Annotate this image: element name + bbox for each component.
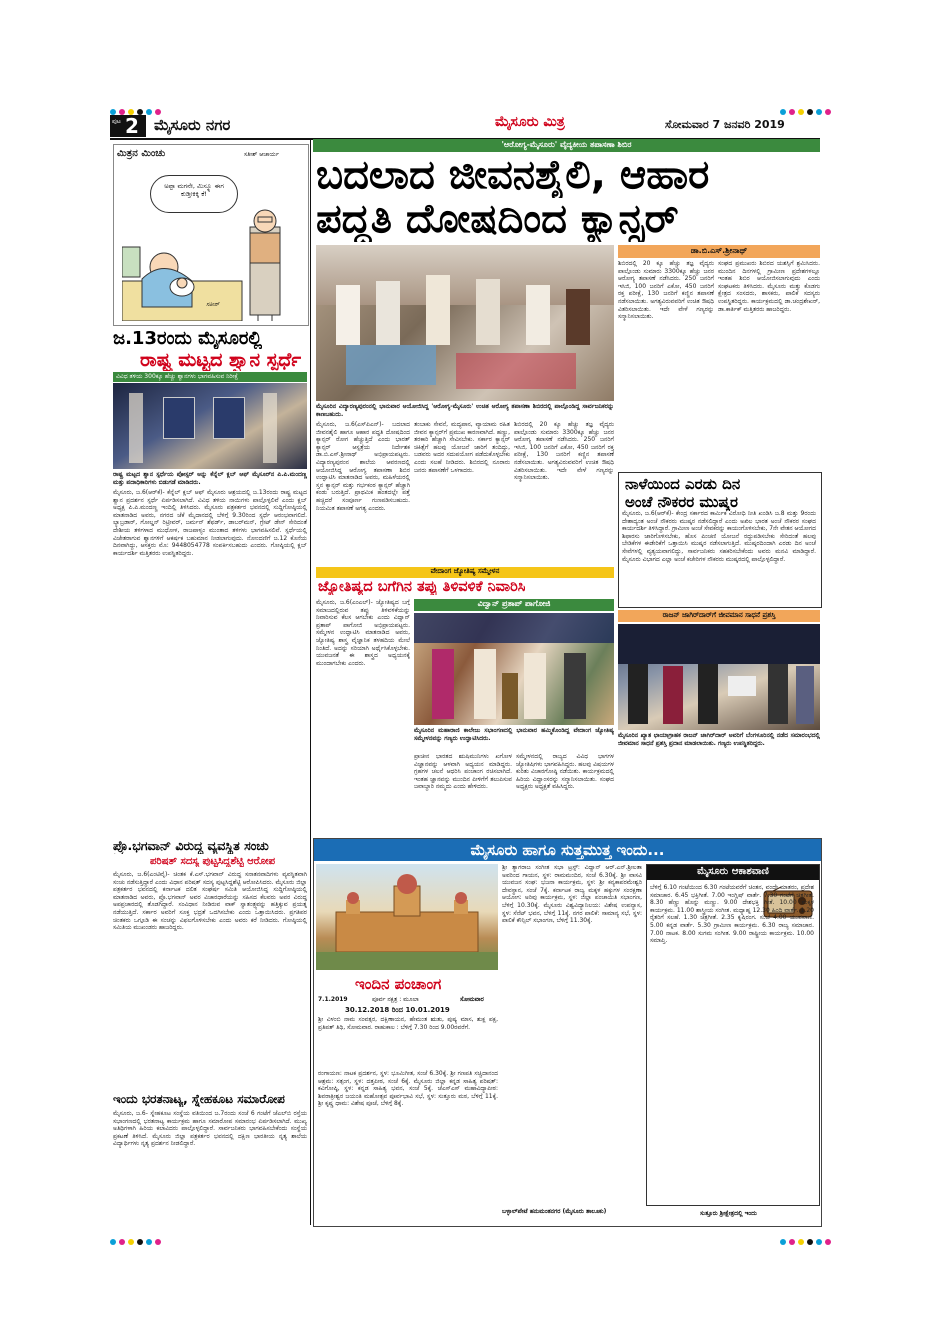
astro-headline: ಜ್ಯೋತಿಷ್ಯದ ಬಗೆಗಿನ ತಪ್ಪು ತಿಳಿವಳಿಕೆ ನಿವಾರಿಸಿ — [318, 579, 526, 595]
page-number: 2 — [125, 114, 139, 138]
palace-photo — [316, 864, 498, 970]
bottom-registration-marks — [110, 1230, 164, 1249]
health-camp-kicker-bar — [313, 139, 820, 152]
dog-show-photo — [113, 383, 307, 469]
health-camp-body-1: ಮೈಸೂರು, ಜ.6(ಎಸ್‌ಪಿಎನ್)- ಬದಲಾದ ಜೀವನಶೈಲಿ ಹಾಗೂ ಆಹಾರ ಪದ್ಧತಿ ದೋಷದಿಂದ ಕ್ಯಾನ್ಸರ್ ರೋಗ ಹೆಚ್ಚುತ್ತಿದೆ ಎಂದು ಭಾರತ್ ಕ್ಯಾನ್ಸರ್ ಆಸ್ಪತ್ರೆಯ ನಿರ್ದೇಶಕ ಡಾ.ಬಿ.ಎಸ್.ಶ್ರೀನಾಥ್ ಅಭಿಪ್ರಾಯಪಟ್ಟರು. ವಿದ್ಯಾರಣ್ಯಪುರಂನ ಶಾಲೆಯ ಆವರಣದಲ್ಲಿ ಆಯೋಜಿಸಿದ್ದ ಆರೋಗ್ಯ ತಪಾಸಣಾ ಶಿಬಿರ ಉದ್ಘಾಟಿಸಿ ಮಾತನಾಡಿದ ಅವರು, ಮಹಿಳೆಯರಲ್ಲಿ ಸ್ತನ ಕ್ಯಾನ್ಸರ್ ಮತ್ತು ಗರ್ಭಕಂಠ ಕ್ಯಾನ್ಸರ್ ಹೆಚ್ಚಾಗಿ ಕಂಡು ಬರುತ್ತಿದೆ. ಪ್ರಾಥಮಿಕ ಹಂತದಲ್ಲೇ ಪತ್ತೆ ಹಚ್ಚಿದರೆ ಸಂಪೂರ್ಣ ಗುಣಪಡಿಸಬಹುದು. ನಿಯಮಿತ ತಪಾಸಣೆ ಅಗತ್ಯ ಎಂದರು. — [316, 421, 410, 512]
issue-date: ಸೋಮವಾರ 7 ಜನವರಿ 2019 — [665, 118, 785, 131]
bottom-registration-marks-right — [780, 1230, 834, 1249]
cartoon-signature: ಸತೀಶ್ — [206, 301, 220, 308]
health-camp-caption: ಮೈಸೂರಿನ ವಿದ್ಯಾರಣ್ಯಪುರಂನಲ್ಲಿ ಭಾನುವಾರ ಆಯೋಜಿಸಿದ್ದ 'ಆರೋಗ್ಯ-ಮೈಸೂರು' ಉಚಿತ ಆರೋಗ್ಯ ತಪಾಸಣಾ ಶಿಬಿರದಲ್ಲಿ ಪಾಲ್ಗೊಂಡಿದ್ದ ಸಾರ್ವಜನಿಕರನ್ನು ಕಾಣಬಹುದು. — [316, 403, 614, 418]
strike-headline-1: ನಾಳೆಯಿಂದ ಎರಡು ದಿನ — [625, 475, 741, 493]
astro-body-1: ಮೈಸೂರು, ಜ.6(ಎಂಎಲ್)- ಜ್ಯೋತಿಷ್ಯದ ಬಗ್ಗೆ ಸಮಾಜದಲ್ಲಿರುವ ತಪ್ಪು ತಿಳಿವಳಿಕೆಯನ್ನು ನಿವಾರಿಸುವ ಕೆಲಸ ಆಗಬೇಕು ಎಂದು ವಿದ್ವಾನ್ ಪ್ರತಾಪ್ ಪಾಗೋಜಿ ಅಭಿಪ್ರಾಯಪಟ್ಟರು. ಸಮ್ಮೇಳನ ಉದ್ಘಾಟಿಸಿ ಮಾತನಾಡಿದ ಅವರು, ಜ್ಯೋತಿಷ್ಯ ಶಾಸ್ತ್ರ ವೈಜ್ಞಾನಿಕ ತಳಹದಿಯ ಮೇಲೆ ನಿಂತಿದೆ. ಅದನ್ನು ಸರಿಯಾಗಿ ಅರ್ಥೈಸಿಕೊಳ್ಳಬೇಕು. ಯುವಜನತೆ ಈ ಶಾಸ್ತ್ರದ ಅಧ್ಯಯನಕ್ಕೆ ಮುಂದಾಗಬೇಕು ಎಂದರು. — [316, 599, 410, 667]
left-column-divider — [310, 140, 311, 1225]
cartoon-title: ಮಿತ್ರನ ಮಿಂಚು — [117, 148, 166, 159]
radio-footer: ಸುತ್ತೂರು ಶ್ರೀಕ್ಷೇತ್ರದಲ್ಲಿ ಇಂದು — [700, 1210, 757, 1217]
astro-caption: ಮೈಸೂರಿನ ಮಹಾರಾಣಿ ಕಾಲೇಜು ಸಭಾಂಗಣದಲ್ಲಿ ಭಾನುವಾರ ಹಮ್ಮಿಕೊಂಡಿದ್ದ ವೇದಾಂಗ ಜ್ಯೋತಿಷ್ಯ ಸಮ್ಮೇಳನವನ್ನು ಗಣ್ಯರು ಉದ್ಘಾಟಿಸಿದರು. — [414, 727, 614, 742]
cartoon-box — [113, 144, 309, 326]
health-camp-photo — [316, 245, 614, 401]
astro-body-2: ಪ್ರಾಚೀನ ಭಾರತದ ಋಷಿಮುನಿಗಳು ಖಗೋಳ ವಿಜ್ಞಾನವನ್ನು ಆಳವಾಗಿ ಅಧ್ಯಯನ ಮಾಡಿದ್ದರು. ಗ್ರಹಗಳ ಚಲನೆ ಆಧರಿಸಿ ಪಂಚಾಂಗ ರಚಿಸಲಾಗಿದೆ. ಇಂತಹ ಜ್ಞಾನವನ್ನು ಮುಂದಿನ ಪೀಳಿಗೆಗೆ ತಲುಪಿಸುವ ಜವಾಬ್ದಾರಿ ನಮ್ಮದು ಎಂದು ಹೇಳಿದರು. — [414, 753, 512, 791]
health-camp-kicker: 'ಆರೋಗ್ಯ-ಮೈಸೂರು' ವೈದ್ಯಕೀಯ ತಪಾಸಣಾ ಶಿಬಿರ — [501, 140, 632, 149]
bhagwan-subhead: ಪರಿಷತ್ ಸದಸ್ಯ ಪುಟ್ಟಸಿದ್ದಶೆಟ್ಟಿ ಆರೋಪ — [150, 856, 276, 867]
panchanga-range: 30.12.2018 ರಿಂದ 10.01.2019 — [345, 1006, 450, 1014]
bhagwan-body: ಮೈಸೂರು, ಜ.6(ಎಂಟಿವೈ)- ಚಿಂತಕ ಕೆ.ಎಸ್.ಭಗವಾನ್ ವಿರುದ್ಧ ಸನಾತನವಾದಿಗಳು ವ್ಯವಸ್ಥಿತವಾಗಿ ಸಂಚು ನಡೆಸುತ್ತಿದ್ದಾರೆ ಎಂದು ವಿಧಾನ ಪರಿಷತ್ ಸದಸ್ಯ ಪುಟ್ಟಸಿದ್ದಶೆಟ್ಟಿ ಆರೋಪಿಸಿದರು. ಮೈಸೂರು ಜಿಲ್ಲಾ ಪತ್ರಕರ್ತರ ಭವನದಲ್ಲಿ ಕರ್ನಾಟಕ ದಲಿತ ಸಂಘರ್ಷ ಸಮಿತಿ ಆಯೋಜಿಸಿದ್ದ ಸುದ್ದಿಗೋಷ್ಠಿಯಲ್ಲಿ ಮಾತನಾಡಿದ ಅವರು, ಪ್ರೊ.ಭಗವಾನ್ ಅವರ ವಿಚಾರಧಾರೆಯನ್ನು ಸಹಿಸದ ಕೆಲವರು ಅವರ ವಿರುದ್ಧ ಅಪಪ್ರಚಾರದಲ್ಲಿ ತೊಡಗಿದ್ದಾರೆ. ಸಂವಿಧಾನ ನೀಡಿರುವ ವಾಕ್ ಸ್ವಾತಂತ್ರ್ಯವನ್ನು ಹತ್ತಿಕ್ಕುವ ಪ್ರಯತ್ನ ನಡೆಯುತ್ತಿದೆ. ಸರ್ಕಾರ ಅವರಿಗೆ ಸೂಕ್ತ ಭದ್ರತೆ ಒದಗಿಸಬೇಕು ಎಂದು ಒತ್ತಾಯಿಸಿದರು. ಪ್ರಗತಿಪರ ಚಿಂತಕರು ಒಗ್ಗೂಡಿ ಈ ಸಂಚನ್ನು ವಿಫಲಗೊಳಿಸಬೇಕು ಎಂದು ಅವರು ಕರೆ ನೀಡಿದರು. ಗೋಷ್ಠಿಯಲ್ಲಿ ಸಮಿತಿಯ ಮುಖಂಡರು ಹಾಜರಿದ್ದರು. — [113, 871, 307, 932]
section-name: ಮೈಸೂರು ನಗರ — [154, 116, 231, 134]
bharatanatya-body: ಮೈಸೂರು, ಜ.6- ಸ್ನೇಹಕೂಟ ಸಂಸ್ಥೆಯ ವತಿಯಿಂದ ಜ.7ರಂದು ಸಂಜೆ 6 ಗಂಟೆಗೆ ಜೆಎಲ್‌ಬಿ ರಸ್ತೆಯ ಸಭಾಂಗಣದಲ್ಲಿ ಭರತನಾಟ್ಯ ಕಾರ್ಯಕ್ರಮ ಹಾಗೂ ಸಮಾರೋಪ ಸಮಾರಂಭ ಏರ್ಪಡಿಸಲಾಗಿದೆ. ಮುಖ್ಯ ಅತಿಥಿಗಳಾಗಿ ಹಿರಿಯ ಕಲಾವಿದರು ಪಾಲ್ಗೊಳ್ಳಲಿದ್ದಾರೆ. ಸಾರ್ವಜನಿಕರು ಭಾಗವಹಿಸಬೇಕೆಂದು ಸಂಸ್ಥೆಯ ಪ್ರಕಟಣೆ ತಿಳಿಸಿದೆ. ಮೈಸೂರು ಜಿಲ್ಲಾ ಪತ್ರಕರ್ತರ ಭವನದಲ್ಲಿ ದಕ್ಷಿಣ ಭಾರತೀಯ ನೃತ್ಯ ಶಾಲೆಯ ವಿದ್ಯಾರ್ಥಿಗಳು ನೃತ್ಯ ಪ್ರದರ್ಶನ ನೀಡಲಿದ್ದಾರೆ. — [113, 1110, 307, 1148]
cartoon-author: ಸತೀಶ್ ಆಚಾರ್ಯ — [244, 151, 279, 158]
astro-byline: ವಿದ್ವಾನ್ ಪ್ರತಾಪ್ ಪಾಗೋಜಿ — [477, 599, 551, 608]
award-headline-bar — [618, 610, 820, 622]
health-camp-body-2: ತಂಬಾಕು ಸೇವನೆ, ಮದ್ಯಪಾನ, ವ್ಯಾಯಾಮ ರಹಿತ ಜೀವನ ಕ್ಯಾನ್ಸರ್‌ಗೆ ಪ್ರಮುಖ ಕಾರಣವಾಗಿದೆ. ಹಣ್ಣು, ತರಕಾರಿ ಹೆಚ್ಚಾಗಿ ಸೇವಿಸಬೇಕು. ಸರ್ಕಾರ ಕ್ಯಾನ್ಸರ್ ಚಿಕಿತ್ಸೆಗೆ ಹಲವು ಯೋಜನೆ ಜಾರಿಗೆ ತಂದಿದ್ದು, ಬಡವರು ಅದರ ಸದುಪಯೋಗ ಪಡೆದುಕೊಳ್ಳಬೇಕು ಎಂದು ಸಲಹೆ ನೀಡಿದರು. ಶಿಬಿರದಲ್ಲಿ ನೂರಾರು ಜನರು ತಪಾಸಣೆಗೆ ಒಳಗಾದರು. — [414, 421, 510, 474]
around-title: ಮೈಸೂರು ಹಾಗೂ ಸುತ್ತಮುತ್ತ ಇಂದು... — [470, 841, 665, 859]
award-headline: ರಾಜನ್ ಜಾಗಿರ್‌ದಾರ್‌ಗೆ ಜೀವಮಾನ ಸಾಧನೆ ಪ್ರಶಸ್ತಿ — [662, 611, 776, 619]
health-camp-body-2b: ಶಿಬಿರದಲ್ಲಿ 20 ಕ್ಕೂ ಹೆಚ್ಚು ತಜ್ಞ ವೈದ್ಯರು ಪಾಲ್ಗೊಂಡು ಸುಮಾರು 3300ಕ್ಕೂ ಹೆಚ್ಚು ಜನರ ಆರೋಗ್ಯ ತಪಾಸಣೆ ನಡೆಸಿದರು. 250 ಜನರಿಗೆ ಇಸಿಜಿ, 100 ಜನರಿಗೆ ಎಕೋ, 450 ಜನರಿಗೆ ರಕ್ತ ಪರೀಕ್ಷೆ, 130 ಜನರಿಗೆ ಕಣ್ಣಿನ ತಪಾಸಣೆ ನಡೆಸಲಾಯಿತು. ಅಗತ್ಯವಿರುವವರಿಗೆ ಉಚಿತ ಔಷಧಿ ವಿತರಿಸಲಾಯಿತು. ಇದೇ ವೇಳೆ ಗಣ್ಯರನ್ನು ಸನ್ಮಾನಿಸಲಾಯಿತು. — [514, 421, 614, 482]
astro-body-3: ಸಮ್ಮೇಳನದಲ್ಲಿ ರಾಜ್ಯದ ವಿವಿಧ ಭಾಗಗಳ ಜ್ಯೋತಿಷಿಗಳು ಭಾಗವಹಿಸಿದ್ದರು. ಹಲವು ವಿಷಯಗಳ ಕುರಿತು ವಿಚಾರಗೋಷ್ಠಿ ನಡೆಯಿತು. ಕಾರ್ಯಕ್ರಮದಲ್ಲಿ ಹಿರಿಯ ವಿದ್ವಾಂಸರನ್ನು ಸನ್ಮಾನಿಸಲಾಯಿತು. ಸಂಘದ ಅಧ್ಯಕ್ಷರು ಅಧ್ಯಕ್ಷತೆ ವಹಿಸಿದ್ದರು. — [516, 753, 614, 791]
health-camp-headline-1: ಬದಲಾದ ಜೀವನಶೈಲಿ, ಆಹಾರ — [316, 152, 710, 198]
health-camp-body-4: ಸಂಘದ ಪ್ರಮುಖರು ಶಿಬಿರದ ಯಶಸ್ಸಿಗೆ ಶ್ರಮಿಸಿದರು. ಮುಂದಿನ ದಿನಗಳಲ್ಲಿ ಗ್ರಾಮೀಣ ಪ್ರದೇಶಗಳಲ್ಲೂ ಇಂತಹ ಶಿಬಿರ ಆಯೋಜಿಸಲಾಗುವುದು ಎಂದು ಸಂಘಟಕರು ತಿಳಿಸಿದರು. ಮೈಸೂರು ಮತ್ತು ಕೊಡಗು ಕ್ಷೇತ್ರದ ಸಂಸದರು, ಶಾಸಕರು, ಪಾಲಿಕೆ ಸದಸ್ಯರು ಉಪಸ್ಥಿತರಿದ್ದರು. ಕಾರ್ಯಕ್ರಮದಲ್ಲಿ ಡಾ.ಚಂದ್ರಶೇಖರ್, ಡಾ.ಕಾರ್ತಿಕ್ ಮತ್ತಿತರರು ಹಾಜರಿದ್ದರು. — [718, 260, 820, 313]
panchanga-body: ಶ್ರೀ ವಿಳಂಬಿ ನಾಮ ಸಂವತ್ಸರ, ದಕ್ಷಿಣಾಯನ, ಹೇಮಂತ ಋತು, ಪುಷ್ಯ ಮಾಸ, ಶುಕ್ಲ ಪಕ್ಷ, ಪ್ರತಿಪತ್ ತಿಥಿ, ಸೋಮವಾರ. ರಾಹುಕಾಲ : ಬೆಳಿಗ್ಗೆ 7.30 ರಿಂದ 9.00ರವರೆಗೆ. — [318, 1016, 498, 1031]
dog-show-subhead: ವಿವಿಧ ತಳಿಯ 300ಕ್ಕೂ ಹೆಚ್ಚು ಶ್ವಾನಗಳು ಭಾಗವಹಿಸುವ ನಿರೀಕ್ಷೆ — [116, 373, 239, 380]
strike-headline-2: ಅಂಚೆ ನೌಕರರ ಮುಷ್ಕರ — [625, 493, 738, 511]
health-camp-headline-2: ಪದ್ಧತಿ ದೋಷದಿಂದ ಕ್ಯಾನ್ಸರ್ — [316, 196, 679, 242]
masthead — [110, 115, 820, 137]
panchanga-title: ಇಂದಿನ ಪಂಚಾಂಗ — [355, 975, 442, 993]
health-camp-byline: ಡಾ.ಬಿ.ಎಸ್.ಶ್ರೀನಾಥ್ — [690, 246, 748, 255]
cartoon-bubble-text: ಅಪ್ಪಾ ಮಗನೇ, ಮಿಸ್ಕ್ಯೂ ಈಗ ಕುಡ್ತೀಕಿಕ್ಕಿ ಕೆ! — [164, 182, 224, 198]
radio-title: ಮೈಸೂರು ಆಕಾಶವಾಣಿ — [697, 866, 769, 877]
health-camp-byline-bar — [618, 245, 820, 258]
taluk-note: ಬಳ್ಳಾಲ್‌ಪೇಟೆ ಹನುಮಂತನಗರ (ಮೈಸೂರು ತಾಲೂಕು) — [502, 1208, 607, 1215]
dog-show-subhead-bar — [113, 372, 307, 382]
award-photo — [618, 624, 820, 730]
health-camp-body-3: ಶಿಬಿರದಲ್ಲಿ 20 ಕ್ಕೂ ಹೆಚ್ಚು ತಜ್ಞ ವೈದ್ಯರು ಪಾಲ್ಗೊಂಡು ಸುಮಾರು 3300ಕ್ಕೂ ಹೆಚ್ಚು ಜನರ ಆರೋಗ್ಯ ತಪಾಸಣೆ ನಡೆಸಿದರು. 250 ಜನರಿಗೆ ಇಸಿಜಿ, 100 ಜನರಿಗೆ ಎಕೋ, 450 ಜನರಿಗೆ ರಕ್ತ ಪರೀಕ್ಷೆ, 130 ಜನರಿಗೆ ಕಣ್ಣಿನ ತಪಾಸಣೆ ನಡೆಸಲಾಯಿತು. ಅಗತ್ಯವಿರುವವರಿಗೆ ಉಚಿತ ಔಷಧಿ ವಿತರಿಸಲಾಯಿತು. ಇದೇ ವೇಳೆ ಗಣ್ಯರನ್ನು ಸನ್ಮಾನಿಸಲಾಯಿತು. — [618, 260, 714, 321]
around-title-bar — [314, 839, 821, 861]
paper-name: ಮೈಸೂರು ಮಿತ್ರ — [495, 114, 565, 130]
radio-body: ಬೆಳಿಗ್ಗೆ 6.10 ಗಂಟೆಯಿಂದ 6.30 ಗಂಟೆಯವರೆಗೆ ಚಿಂತನ, ವಂದೇ ಮಾತರಂ, ಪ್ರದೇಶ ಸಮಾಚಾರ. 6.45 ಭಕ್ತಿಗೀತೆ. 7.00 ಇಂಗ್ಲಿಷ್ ವಾರ್ತೆ. 7.30 ಗಂಟೆಗೆ ಚಿತ್ರಗೀತೆ. 8.30 ಹೆಣ್ಣು ಹೊನ್ನು ಮಣ್ಣು. 9.00 ದೇಶಭಕ್ತಿ ಗೀತೆ. 10.00 ಮಕ್ಕಳ ಕಾರ್ಯಕ್ರಮ. 11.00 ಶಾಸ್ತ್ರೀಯ ಸಂಗೀತ. ಮಧ್ಯಾಹ್ನ 12.30 ಹಿಂದಿ ವಾರ್ತೆ. 1.20 ರೈತರಿಗೆ ಸಲಹೆ. 1.30 ಚಿತ್ರಗೀತೆ. 2.35 ಕೃಷಿರಂಗ. ಸಂಜೆ 4.00 ಯುವವಾಣಿ. 5.00 ಕನ್ನಡ ವಾರ್ತೆ. 5.30 ಗ್ರಾಮೀಣ ಕಾರ್ಯಕ್ರಮ. 6.30 ರಾಜ್ಯ ಸಮಾಚಾರ. 7.00 ನಾಟಕ. 8.00 ಸುಗಮ ಸಂಗೀತ. 9.00 ರಾಷ್ಟ್ರೀಯ ಕಾರ್ಯಕ್ರಮ. 10.00 ಸಮಾಪ್ತಿ. — [650, 884, 814, 945]
dog-show-caption: ರಾಷ್ಟ್ರ ಮಟ್ಟದ ಶ್ವಾನ ಸ್ಪರ್ಧೆಯ ಪೋಸ್ಟರ್ ಅನ್ನು ಕೆನ್ನೆಲ್ ಕ್ಲಬ್ ಆಫ್ ಮೈಸೂರ್‌ನ ಪಿ.ಪಿ.ಮಂದಣ್ಣ ಮತ್ತು ಪದಾಧಿಕಾರಿಗಳು ಬಿಡುಗಡೆ ಮಾಡಿದರು. — [113, 471, 307, 486]
panchanga-day: ಸೋಮವಾರ — [460, 996, 484, 1003]
page-label: ಪುಟ — [112, 118, 121, 125]
events-col-1: ಶ್ರೀ ತ್ಯಾಗರಾಜ ಸಂಗೀತ ಸಭಾ ಟ್ರಸ್ಟ್: ವಿದ್ವಾನ್ ಆರ್.ಎನ್.ಶ್ರೀಲತಾ ಅವರಿಂದ ಗಾಯನ, ಸ್ಥಳ: ರಾಮಮಂದಿರ, ಸಂಜೆ 6.30ಕ್ಕೆ. ಶ್ರೀ ವಾಸವಿ ಯುವಜನ ಸಂಘ: ಭಜನಾ ಕಾರ್ಯಕ್ರಮ, ಸ್ಥಳ: ಶ್ರೀ ಕನ್ಯಕಾಪರಮೇಶ್ವರಿ ದೇವಸ್ಥಾನ, ಸಂಜೆ 7ಕ್ಕೆ. ಕರ್ನಾಟಕ ರಾಜ್ಯ ಮಕ್ಕಳ ಹಕ್ಕುಗಳ ಸಂರಕ್ಷಣಾ ಆಯೋಗ: ಅರಿವು ಕಾರ್ಯಕ್ರಮ, ಸ್ಥಳ: ಜಿಲ್ಲಾ ಪಂಚಾಯಿತಿ ಸಭಾಂಗಣ, ಬೆಳಿಗ್ಗೆ 10.30ಕ್ಕೆ. ಮೈಸೂರು ವಿಶ್ವವಿದ್ಯಾನಿಲಯ: ವಿಶೇಷ ಉಪನ್ಯಾಸ, ಸ್ಥಳ: ಸೆನೆಟ್ ಭವನ, ಬೆಳಿಗ್ಗೆ 11ಕ್ಕೆ. ನಗರ ಪಾಲಿಕೆ: ಸಾಮಾನ್ಯ ಸಭೆ, ಸ್ಥಳ: ಪಾಲಿಕೆ ಕೌನ್ಸಿಲ್ ಸಭಾಂಗಣ, ಬೆಳಿಗ್ಗೆ 11.30ಕ್ಕೆ. — [502, 864, 642, 925]
bharatanatya-headline: ಇಂದು ಭರತನಾಟ್ಯ, ಸ್ನೇಹಕೂಟ ಸಮಾರೋಪ — [113, 1092, 285, 1106]
page-number-box — [110, 115, 146, 137]
dog-show-headline-2: ರಾಷ್ಟ್ರ ಮಟ್ಟದ ಶ್ವಾನ ಸ್ಪರ್ಧೆ — [140, 349, 302, 371]
astro-kicker-bar — [316, 567, 614, 578]
award-caption: ಮೈಸೂರಿನ ಖ್ಯಾತ ಛಾಯಾಗ್ರಾಹಕ ರಾಜನ್ ಜಾಗಿರ್‌ದಾರ್ ಅವರಿಗೆ ಬೆಂಗಳೂರಿನಲ್ಲಿ ನಡೆದ ಸಮಾರಂಭದಲ್ಲಿ ಜೀವಮಾನ ಸಾಧನೆ ಪ್ರಶಸ್ತಿ ಪ್ರದಾನ ಮಾಡಲಾಯಿತು. ಗಣ್ಯರು ಉಪಸ್ಥಿತರಿದ್ದರು. — [618, 732, 820, 747]
radio-title-bar — [647, 865, 819, 880]
panchanga-date: 7.1.2019 — [318, 996, 348, 1003]
dog-show-headline-1: ಜ.13ರಂದು ಮೈಸೂರಲ್ಲಿ — [113, 328, 262, 349]
astro-photo — [414, 613, 614, 725]
strike-body: ಮೈಸೂರು, ಜ.6(ಆರ್‌ಕೆ)- ಕೇಂದ್ರ ಸರ್ಕಾರದ ಕಾರ್ಮಿಕ ವಿರೋಧಿ ನೀತಿ ಖಂಡಿಸಿ ಜ.8 ಮತ್ತು 9ರಂದು ದೇಶಾದ್ಯಂತ ಅಂಚೆ ನೌಕರರು ಮುಷ್ಕರ ನಡೆಸಲಿದ್ದಾರೆ ಎಂದು ಅಖಿಲ ಭಾರತ ಅಂಚೆ ನೌಕರರ ಸಂಘದ ಕಾರ್ಯದರ್ಶಿ ತಿಳಿಸಿದ್ದಾರೆ. ಗ್ರಾಮೀಣ ಅಂಚೆ ಸೇವಕರನ್ನು ಕಾಯಂಗೊಳಿಸಬೇಕು, 7ನೇ ವೇತನ ಆಯೋಗದ ಶಿಫಾರಸು ಜಾರಿಗೊಳಿಸಬೇಕು, ಹೊಸ ಪಿಂಚಣಿ ಯೋಜನೆ ರದ್ದುಪಡಿಸಬೇಕು ಸೇರಿದಂತೆ ಹಲವು ಬೇಡಿಕೆಗಳ ಈಡೇರಿಕೆಗೆ ಒತ್ತಾಯಿಸಿ ಮುಷ್ಕರ ನಡೆಸಲಾಗುತ್ತಿದೆ. ಮುಷ್ಕರದಿಂದಾಗಿ ಎರಡು ದಿನ ಅಂಚೆ ಸೇವೆಗಳಲ್ಲಿ ವ್ಯತ್ಯಯವಾಗಲಿದ್ದು, ಸಾರ್ವಜನಿಕರು ಸಹಕರಿಸಬೇಕೆಂದು ಅವರು ಮನವಿ ಮಾಡಿದ್ದಾರೆ. ಮೈಸೂರು ವಿಭಾಗದ ಎಲ್ಲಾ ಅಂಚೆ ಕಚೇರಿಗಳ ನೌಕರರು ಮುಷ್ಕರದಲ್ಲಿ ಪಾಲ್ಗೊಳ್ಳಲಿದ್ದಾರೆ. — [622, 510, 816, 563]
events-col-2: ರಂಗಾಯಣ: ನಾಟಕ ಪ್ರದರ್ಶನ, ಸ್ಥಳ: ಭೂಮಿಗೀತ, ಸಂಜೆ 6.30ಕ್ಕೆ. ಶ್ರೀ ಗಣಪತಿ ಸಚ್ಚಿದಾನಂದ ಆಶ್ರಮ: ಸತ್ಸಂಗ, ಸ್ಥಳ: ದತ್ತಪೀಠ, ಸಂಜೆ 6ಕ್ಕೆ. ಮೈಸೂರು ಜಿಲ್ಲಾ ಕನ್ನಡ ಸಾಹಿತ್ಯ ಪರಿಷತ್: ಕವಿಗೋಷ್ಠಿ, ಸ್ಥಳ: ಕನ್ನಡ ಸಾಹಿತ್ಯ ಭವನ, ಸಂಜೆ 5ಕ್ಕೆ. ಜೆಎಸ್‌ಎಸ್ ಮಹಾವಿದ್ಯಾಪೀಠ: ಶಿವರಾತ್ರೀಶ್ವರ ಜಯಂತಿ ಮಹೋತ್ಸವ ಪೂರ್ವಭಾವಿ ಸಭೆ, ಸ್ಥಳ: ಸುತ್ತೂರು ಮಠ, ಬೆಳಿಗ್ಗೆ 11ಕ್ಕೆ. ಶ್ರೀ ಕೃಷ್ಣ ಧಾಮ: ವಿಶೇಷ ಪೂಜೆ, ಬೆಳಿಗ್ಗೆ 8ಕ್ಕೆ. — [318, 1070, 498, 1108]
dog-show-body: ಮೈಸೂರು, ಜ.6(ಆರ್‌ಕೆ)- ಕೆನ್ನೆಲ್ ಕ್ಲಬ್ ಆಫ್ ಮೈಸೂರು ಆಶ್ರಯದಲ್ಲಿ ಜ.13ರಂದು ರಾಷ್ಟ್ರ ಮಟ್ಟದ ಶ್ವಾನ ಪ್ರದರ್ಶನ ಸ್ಪರ್ಧೆ ಏರ್ಪಡಿಸಲಾಗಿದೆ. ವಿವಿಧ ತಳಿಯ ನಾಯಿಗಳು ಪಾಲ್ಗೊಳ್ಳಲಿವೆ ಎಂದು ಕ್ಲಬ್ ಅಧ್ಯಕ್ಷ ಪಿ.ಪಿ.ಮಂದಣ್ಣ ಇಂದಿಲ್ಲಿ ತಿಳಿಸಿದರು. ಮೈಸೂರು ಪತ್ರಕರ್ತರ ಭವನದಲ್ಲಿ ಸುದ್ದಿಗೋಷ್ಠಿಯಲ್ಲಿ ಮಾತನಾಡಿದ ಅವರು, ನಗರದ ಜೆಕೆ ಮೈದಾನದಲ್ಲಿ ಬೆಳಿಗ್ಗೆ 9.30ರಿಂದ ಸ್ಪರ್ಧೆ ಆರಂಭವಾಗಲಿದೆ. ಲ್ಯಾಬ್ರಡಾರ್, ಗೋಲ್ಡನ್ ರಿಟ್ರೀವರ್, ಜರ್ಮನ್ ಶೆಫರ್ಡ್, ಡಾಬರ್‌ಮನ್, ಗ್ರೇಟ್ ಡೇನ್ ಸೇರಿದಂತೆ ದೇಶೀಯ ತಳಿಗಳಾದ ಮುಧೋಳ, ರಾಜಪಾಳ್ಯಂ ಮುಂತಾದ ತಳಿಗಳು ಭಾಗವಹಿಸಲಿವೆ. ಸ್ಪರ್ಧೆಯಲ್ಲಿ ವಿಜೇತರಾಗುವ ಶ್ವಾನಗಳಿಗೆ ಆಕರ್ಷಕ ಬಹುಮಾನ ನೀಡಲಾಗುವುದು. ನೋಂದಣಿಗೆ ಜ.12 ಕೊನೆಯ ದಿನವಾಗಿದ್ದು, ಆಸಕ್ತರು ಮೊ: 9448054778 ಸಂಪರ್ಕಿಸಬಹುದು ಎಂದರು. ಗೋಷ್ಠಿಯಲ್ಲಿ ಕ್ಲಬ್ ಕಾರ್ಯದರ್ಶಿ ಮತ್ತಿತರರು ಉಪಸ್ಥಿತರಿದ್ದರು. — [113, 489, 307, 557]
bhagwan-headline: ಪ್ರೊ.ಭಗವಾನ್ ವಿರುದ್ಧ ವ್ಯವಸ್ಥಿತ ಸಂಚು — [113, 838, 269, 853]
astro-byline-bar — [414, 599, 614, 611]
astro-kicker: ವೇದಾಂಗ ಜ್ಯೋತಿಷ್ಯ ಸಮ್ಮೇಳನ — [430, 567, 500, 575]
panchanga-star: ಪೂರ್ವ ನಕ್ಷತ್ರ : ಮೂಲಾ — [372, 996, 419, 1003]
